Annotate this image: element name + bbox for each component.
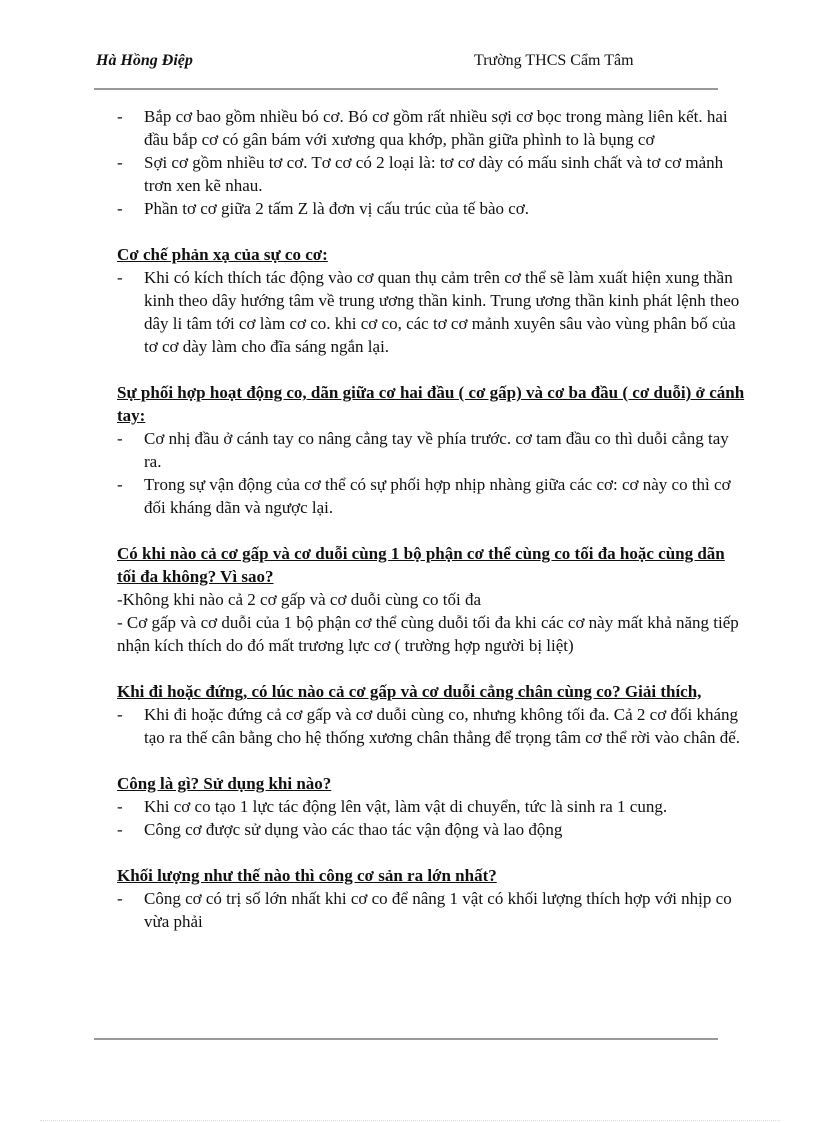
bullet-item xyxy=(117,427,745,473)
section xyxy=(117,381,745,519)
bullet-text: Phần tơ cơ giữa 2 tấm Z là đơn vị cấu trúc của tế bào cơ. xyxy=(144,199,530,218)
section-heading: Khối lượng như thế nào thì công cơ sản ra lớn nhất? xyxy=(117,866,497,885)
bullet-item xyxy=(117,887,745,933)
bullet-dash: - xyxy=(117,475,123,494)
bullet-text: Công cơ được sử dụng vào các thao tác vận động và lao động xyxy=(144,820,563,839)
bullet-item xyxy=(117,151,745,197)
bullet-text: Bắp cơ bao gồm nhiều bó cơ. Bó cơ gồm rất nhiều sợi cơ bọc trong màng liên kết. hai đầu bắp cơ có gân bám với xương qua khớp, phần giữa phình to là bụng cơ xyxy=(144,107,728,149)
bullet-dash: - xyxy=(117,820,123,839)
bullet-text: Công cơ có trị số lớn nhất khi cơ co để nâng 1 vật có khối lượng thích hợp với nhịp co vừa phải xyxy=(144,889,732,931)
bullet-item xyxy=(117,795,745,818)
document-body xyxy=(117,105,745,956)
bullet-text: Khi có kích thích tác động vào cơ quan thụ cảm trên cơ thể sẽ làm xuất hiện xung thần kinh theo dây hướng tâm về trung ương thần kinh. Trung ương thần kinh phát lệnh theo dây li tâm tới cơ làm cơ co. khi cơ co, các tơ cơ mảnh xuyên sâu vào vùng phân bố của tơ cơ dày làm cho đĩa sáng ngắn lại. xyxy=(144,268,740,356)
bullet-dash: - xyxy=(117,268,123,287)
section xyxy=(117,680,745,749)
section-heading: Công là gì? Sử dụng khi nào? xyxy=(117,774,332,793)
bullet-item xyxy=(117,197,745,220)
bullet-dash: - xyxy=(117,199,123,218)
bullet-dash: - xyxy=(117,429,123,448)
bullet-text: Khi đi hoặc đứng cả cơ gấp và cơ duỗi cùng co, nhưng không tối đa. Cả 2 cơ đối kháng tạo ra thế cân bằng cho hệ thống xương chân thẳng để trọng tâm cơ thể rời vào chân đế. xyxy=(144,705,741,747)
page-header xyxy=(96,52,716,76)
section xyxy=(117,243,745,358)
bullet-dash: - xyxy=(117,153,123,172)
page-edge-divider xyxy=(40,1120,780,1121)
bullet-text: Sợi cơ gồm nhiều tơ cơ. Tơ cơ có 2 loại là: tơ cơ dày có mấu sinh chất và tơ cơ mảnh trơn xen kẽ nhau. xyxy=(144,153,724,195)
header-author: Hà Hồng Điệp xyxy=(96,52,193,69)
bullet-dash: - xyxy=(117,889,123,908)
header-divider xyxy=(94,88,718,90)
bullet-item xyxy=(117,703,745,749)
bullet-item xyxy=(117,266,745,358)
bullet-item xyxy=(117,105,745,151)
section-heading: Sự phối hợp hoạt động co, dãn giữa cơ hai đầu ( cơ gấp) và cơ ba đầu ( cơ duỗi) ở cánh tay: xyxy=(117,383,745,425)
bullet-dash: - xyxy=(117,797,123,816)
section xyxy=(117,864,745,933)
section xyxy=(117,772,745,841)
section xyxy=(117,542,745,657)
bullet-text: Cơ nhị đầu ở cánh tay co nâng cẳng tay về phía trước. cơ tam đầu co thì duỗi cẳng tay ra. xyxy=(144,429,729,471)
section-heading: Khi đi hoặc đứng, có lúc nào cả cơ gấp và cơ duỗi cẳng chân cùng co? Giải thích, xyxy=(117,682,702,701)
bullet-dash: - xyxy=(117,107,123,126)
bullet-dash: - xyxy=(117,705,123,724)
paragraph: -Không khi nào cả 2 cơ gấp và cơ duỗi cùng co tối đa xyxy=(117,590,482,609)
bullet-text: Trong sự vận động của cơ thể có sự phối hợp nhịp nhàng giữa các cơ: cơ này co thì cơ đối kháng dãn và ngược lại. xyxy=(144,475,731,517)
section-heading: Cơ chế phản xạ của sự co cơ: xyxy=(117,245,328,264)
bullet-text: Khi cơ co tạo 1 lực tác động lên vật, làm vật di chuyển, tức là sinh ra 1 cung. xyxy=(144,797,668,816)
section xyxy=(117,105,745,220)
bullet-item xyxy=(117,473,745,519)
bullet-item xyxy=(117,818,745,841)
paragraph: - Cơ gấp và cơ duỗi của 1 bộ phận cơ thể cùng duỗi tối đa khi các cơ này mất khả năng tiếp nhận kích thích do đó mất trương lực cơ ( trường hợp người bị liệt) xyxy=(117,613,739,655)
footer-divider xyxy=(94,1038,718,1040)
header-school: Trường THCS Cẩm Tâm xyxy=(474,52,634,69)
section-heading: Có khi nào cả cơ gấp và cơ duỗi cùng 1 bộ phận cơ thể cùng co tối đa hoặc cùng dãn tối đa không? Vì sao? xyxy=(117,544,725,586)
